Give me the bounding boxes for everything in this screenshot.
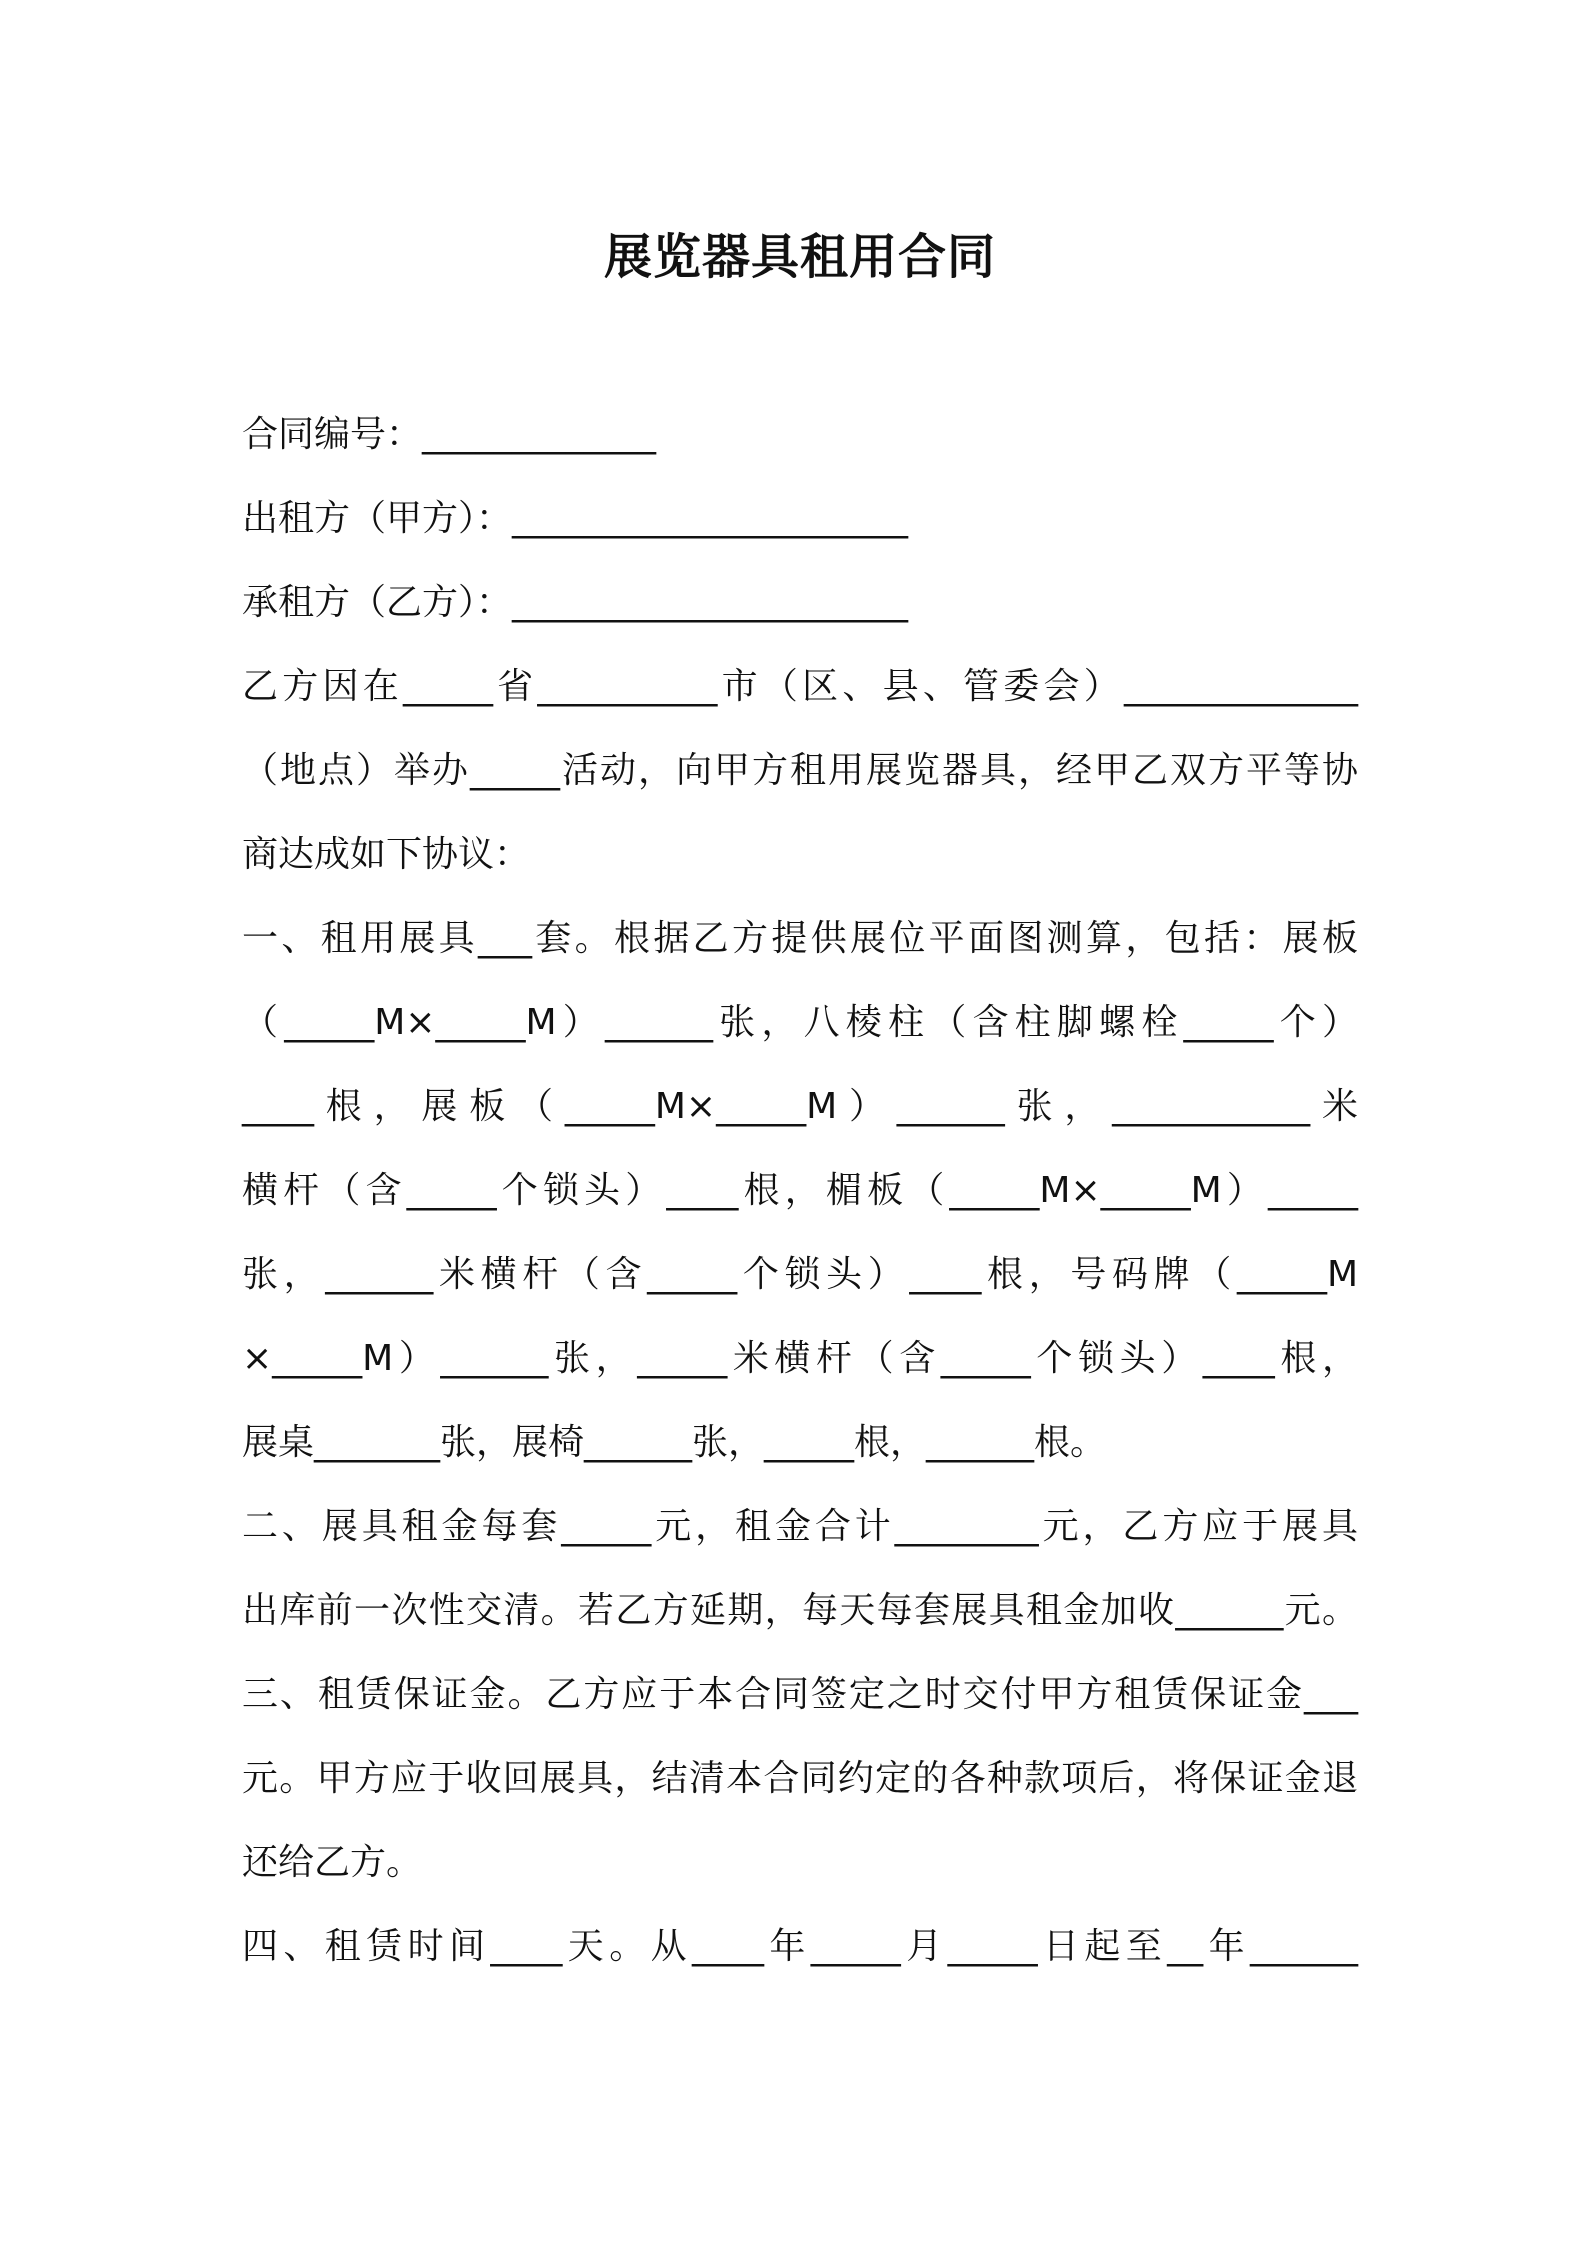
document-line: ×_____M）______张，_____米横杆（含_____个锁头）____根， — [242, 1338, 1358, 1379]
document-line: 出库前一次性交清。若乙方延期，每天每套展具租金加收______元。 — [242, 1590, 1358, 1631]
document-line: 元。甲方应于收回展具，结清本合同约定的各种款项后，将保证金退 — [242, 1758, 1358, 1799]
document-line: 还给乙方。 — [242, 1842, 423, 1883]
document-line: 一、租用展具___套。根据乙方提供展位平面图测算，包括：展板 — [242, 918, 1358, 959]
document-body — [242, 393, 1358, 1989]
document-line: （地点）举办_____活动，向甲方租用展览器具，经甲乙双方平等协 — [242, 750, 1358, 791]
document-line: 乙方因在_____省__________市（区、县、管委会）_____________ — [242, 666, 1358, 707]
document-title: 展览器具租用合同 — [603, 229, 996, 285]
document-line: ____根，展板（_____M×_____M）______张，___________米 — [242, 1086, 1358, 1127]
document-line: 二、展具租金每套_____元，租金合计________元，乙方应于展具 — [242, 1506, 1358, 1547]
document-line: 三、租赁保证金。乙方应于本合同签定之时交付甲方租赁保证金___ — [242, 1674, 1358, 1715]
document-line: 横杆（含_____个锁头）____根，楣板（_____M×_____M）_____ — [242, 1170, 1358, 1211]
document-line: 出租方（甲方）：______________________ — [242, 498, 909, 539]
document-line: 四、租赁时间____天。从____年_____月_____日起至__年______ — [242, 1926, 1358, 1967]
document-line: 合同编号：_____________ — [242, 414, 657, 455]
document-line: 展桌_______张，展椅______张，_____根，______根。 — [242, 1422, 1107, 1463]
document-line: 张，______米横杆（含_____个锁头）____根，号码牌（_____M — [242, 1254, 1358, 1295]
document-line: 商达成如下协议： — [242, 834, 531, 875]
document-line: （_____M×_____M）______张，八棱柱（含柱脚螺栓_____个） — [242, 1002, 1358, 1043]
document-line: 承租方（乙方）：______________________ — [242, 582, 909, 623]
